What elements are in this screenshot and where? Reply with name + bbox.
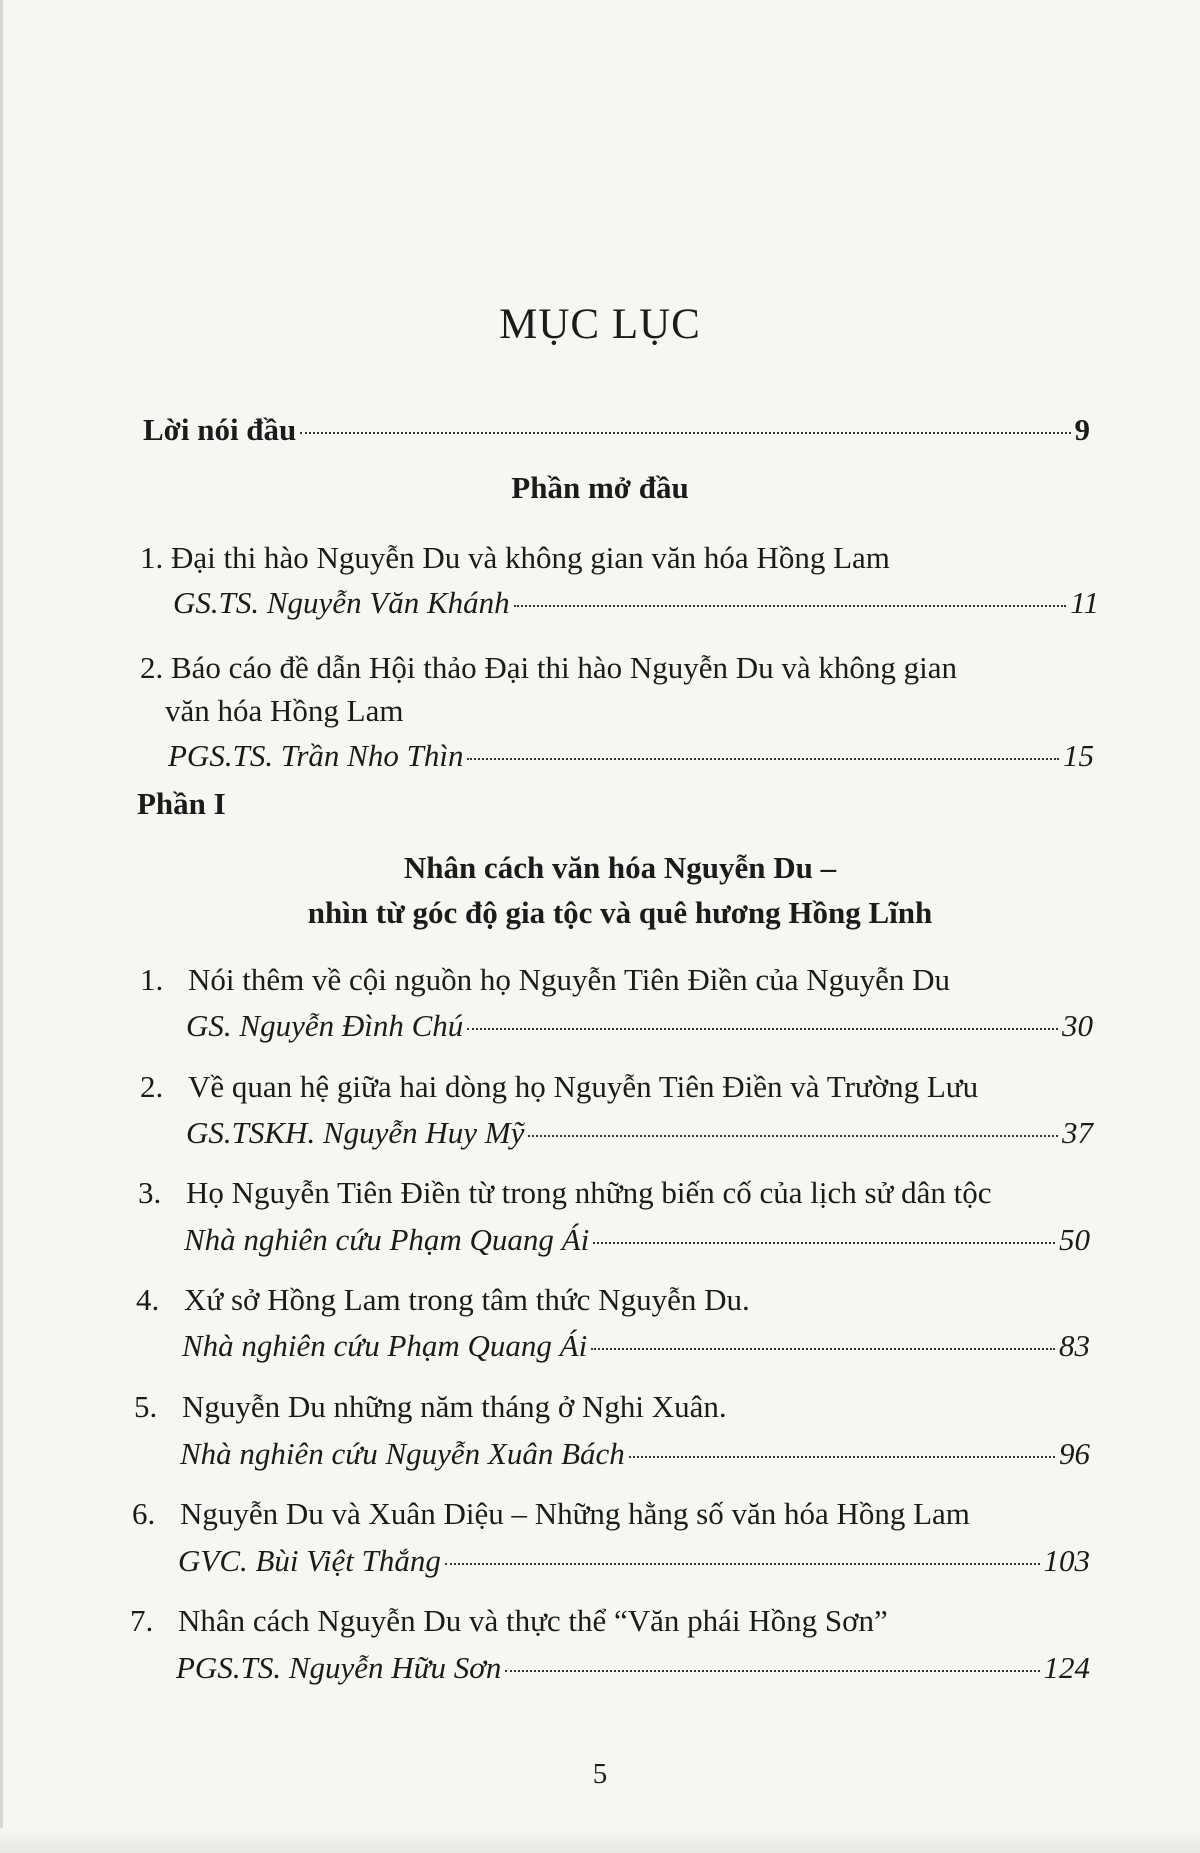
dot-leader [467,1028,1058,1030]
toc-page-number: 37 [1062,1115,1093,1150]
dot-leader [593,1242,1055,1244]
toc-item-title: 3. Họ Nguyễn Tiên Điền từ trong những biến cố của lịch sử dân tộc [138,1175,992,1210]
dot-leader [591,1348,1055,1350]
toc-item-author: GS. Nguyễn Đình Chú [186,1008,464,1043]
toc-item-author-row [178,1543,1090,1579]
toc-item-author-row [180,1436,1090,1472]
toc-item-title: 4. Xứ sở Hồng Lam trong tâm thức Nguyễn Du. [136,1282,750,1317]
toc-item-title: 5. Nguyễn Du những năm tháng ở Nghi Xuân. [134,1389,727,1424]
toc-page-number: 103 [1043,1543,1090,1578]
toc-item-author-row [184,1222,1090,1258]
toc-item-title: 7. Nhân cách Nguyễn Du và thực thể “Văn phái Hồng Sơn” [130,1603,888,1638]
toc-page-number: 124 [1043,1650,1090,1685]
toc-page-number: 50 [1059,1222,1090,1257]
dot-leader [505,1670,1039,1672]
toc-item-author-row [173,585,1099,621]
toc-page-number: 30 [1062,1008,1093,1043]
toc-item-title: 2. Báo cáo đề dẫn Hội thảo Đại thi hào Nguyễn Du và không gian [140,650,958,685]
toc-item-author-row [176,1650,1090,1686]
toc-item-author-row [168,738,1094,774]
toc-item-author: GS.TS. Nguyễn Văn Khánh [173,585,510,620]
page-title: MỤC LỤC [499,301,701,348]
toc-item-author-row [186,1115,1093,1151]
toc-page-number: 11 [1070,585,1099,620]
toc-item-author: PGS.TS. Nguyễn Hữu Sơn [176,1650,502,1685]
section-heading-intro: Phần mở đầu [511,470,689,505]
page-edge [0,0,3,1853]
toc-item-author: Nhà nghiên cứu Nguyễn Xuân Bách [180,1436,625,1471]
toc-entry-label: Lời nói đầu [143,412,297,447]
toc-item-author-row [186,1008,1093,1044]
toc-item-title: 1. Đại thi hào Nguyễn Du và không gian văn hóa Hồng Lam [140,540,890,575]
dot-leader [514,605,1067,607]
toc-item-title: 6. Nguyễn Du và Xuân Diệu – Những hằng số văn hóa Hồng Lam [132,1496,970,1531]
toc-item-author-row [182,1328,1090,1364]
toc-item-title: 2. Về quan hệ giữa hai dòng họ Nguyễn Tiên Điền và Trường Lưu [140,1069,979,1104]
toc-item-author: GVC. Bùi Việt Thắng [178,1543,441,1578]
page-bottom-edge [0,1828,1200,1853]
dot-leader [445,1563,1040,1565]
dot-leader [467,758,1059,760]
toc-entry-preface [143,412,1090,448]
toc-page-number: 9 [1074,412,1090,447]
part-heading-line-2: nhìn từ góc độ gia tộc và quê hương Hồng Lĩnh [307,895,933,930]
part-label: Phần I [137,786,226,821]
part-heading-line-1: Nhân cách văn hóa Nguyễn Du – [403,850,837,885]
dot-leader [300,432,1070,434]
toc-item-title: 1. Nói thêm về cội nguồn họ Nguyễn Tiên Điền của Nguyễn Du [140,962,950,997]
dot-leader [629,1456,1055,1458]
toc-item-author: Nhà nghiên cứu Phạm Quang Ái [184,1222,590,1257]
dot-leader [528,1135,1058,1137]
toc-page-number: 96 [1059,1436,1090,1471]
toc-page-number: 15 [1063,738,1094,773]
toc-item-author: PGS.TS. Trần Nho Thìn [168,738,464,773]
toc-page-number: 83 [1059,1328,1090,1363]
toc-item-author: Nhà nghiên cứu Phạm Quang Ái [182,1328,588,1363]
toc-item-title-continued: văn hóa Hồng Lam [165,693,404,728]
page-number: 5 [592,1758,608,1790]
toc-item-author: GS.TSKH. Nguyễn Huy Mỹ [186,1115,525,1150]
